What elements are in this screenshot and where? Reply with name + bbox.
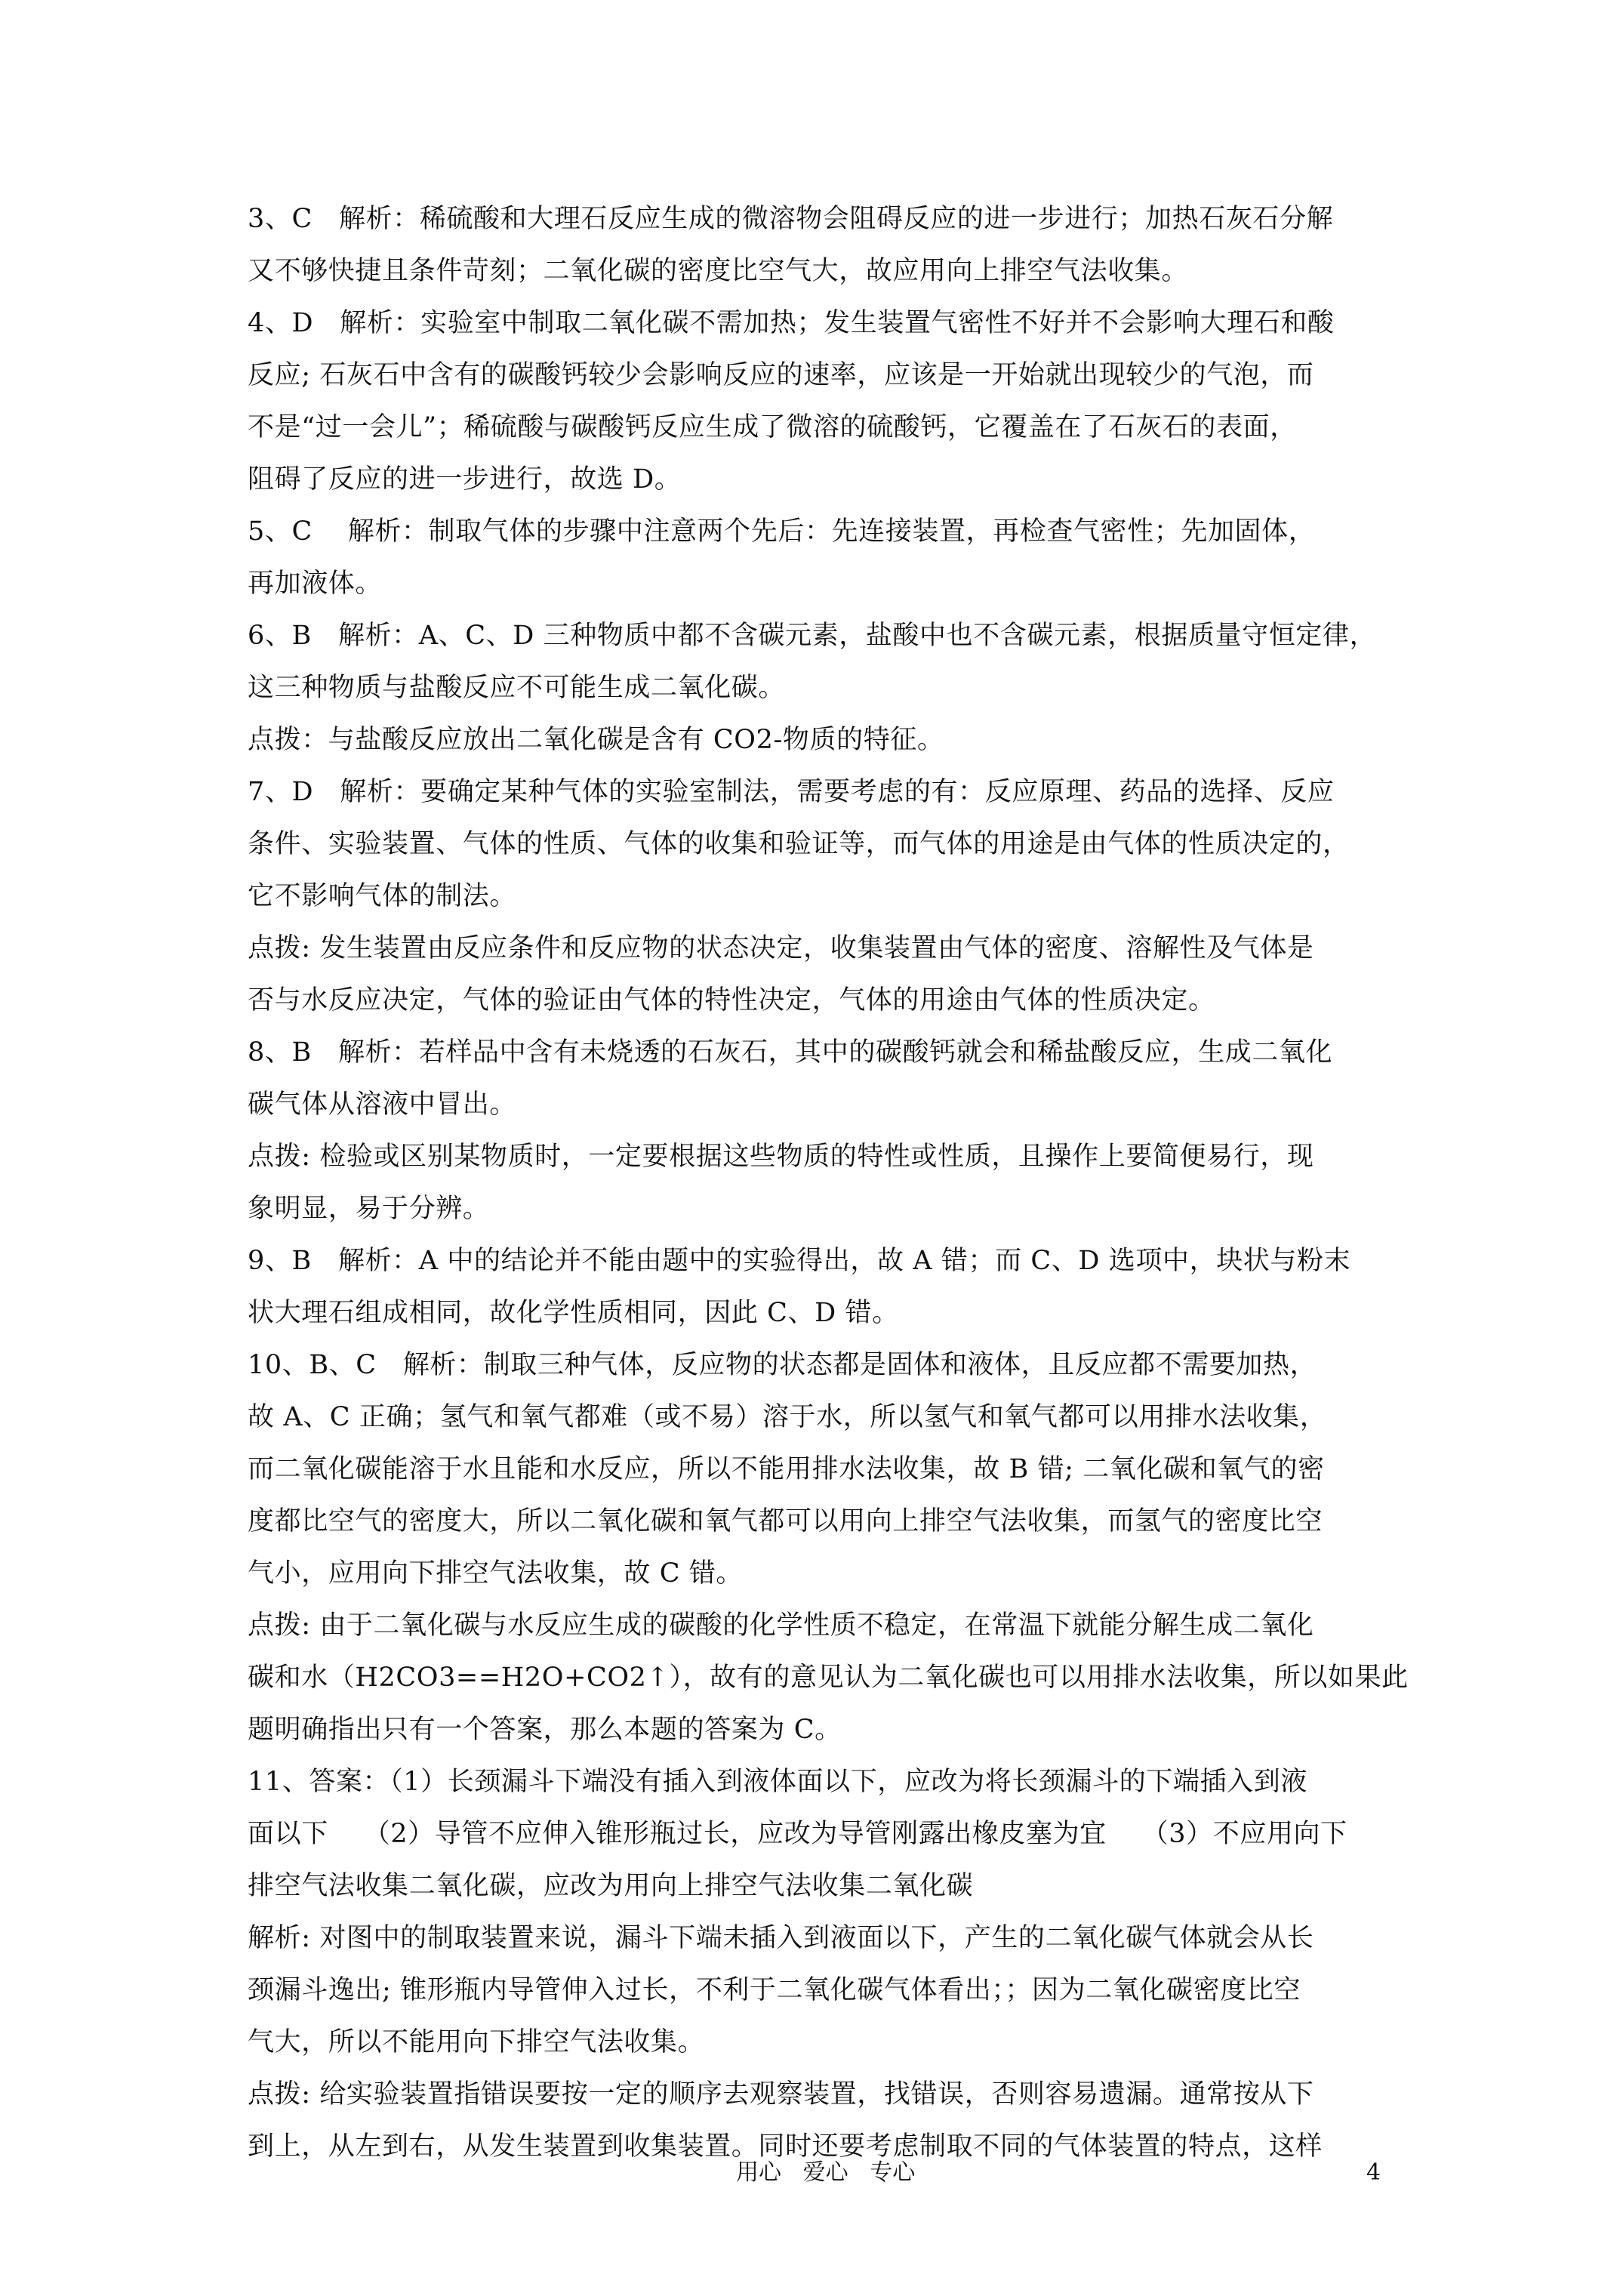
text-line: 11、答案：（1）长颈漏斗下端没有插入到液体面以下，应改为将长颈漏斗的下端插入到液 xyxy=(248,1767,1307,1797)
text-line: 点拨: 发生装置由反应条件和反应物的状态决定，收集装置由气体的密度、溶解性及气体是 xyxy=(248,933,1314,963)
text-line: 度都比空气的密度大，所以二氧化碳和氧气都可以用向上排空气法收集，而氢气的密度比空 xyxy=(248,1506,1323,1536)
text-line: 7、D 解析：要确定某种气体的实验室制法，需要考虑的有：反应原理、药品的选择、反应 xyxy=(248,777,1335,807)
text-line: 象明显，易于分辨。 xyxy=(248,1194,490,1224)
text-line: 条件、实验装置、气体的性质、气体的收集和验证等，而气体的用途是由气体的性质决定的， xyxy=(248,829,1350,859)
footer-text: 用心 爱心 专心 xyxy=(736,2159,916,2186)
text-line: 不是“过一会儿”；稀硫酸与碳酸钙反应生成了微溶的硫酸钙，它覆盖在了石灰石的表面， xyxy=(248,412,1297,442)
text-line: 气大，所以不能用向下排空气法收集。 xyxy=(248,2027,705,2057)
text-line: 碳气体从溶液中冒出。 xyxy=(248,1089,517,1120)
text-line: 点拨: 检验或区别某物质时，一定要根据这些物质的特性或性质，且操作上要简便易行，现 xyxy=(248,1142,1314,1172)
text-line: 5、C 解析：制取气体的步骤中注意两个先后：先连接装置，再检查气密性；先加固体， xyxy=(248,516,1316,547)
text-line: 它不影响气体的制法。 xyxy=(248,881,517,911)
text-line: 颈漏斗逸出; 锥形瓶内导管伸入过长，不利于二氧化碳气体看出；；因为二氧化碳密度比空 xyxy=(248,1975,1301,2005)
text-line: 6、B 解析：A、C、D 三种物质中都不含碳元素，盐酸中也不含碳元素，根据质量守恒定律， xyxy=(248,621,1377,651)
text-line: 而二氧化碳能溶于水且能和水反应，所以不能用排水法收集，故 B 错; 二氧化碳和氧气的密 xyxy=(248,1454,1325,1484)
text-line: 再加液体。 xyxy=(248,569,383,599)
text-line: 3、C 解析：稀硫酸和大理石反应生成的微溶物会阻碍反应的进一步进行；加热石灰石分解 xyxy=(248,204,1334,234)
text-line: 反应; 石灰石中含有的碳酸钙较少会影响反应的速率，应该是一开始就出现较少的气泡，而 xyxy=(248,360,1314,390)
text-line: 气小，应用向下排空气法收集，故 C 错。 xyxy=(248,1558,744,1589)
text-line: 又不够快捷且条件苛刻；二氧化碳的密度比空气大，故应用向上排空气法收集。 xyxy=(248,256,1189,286)
text-line: 状大理石组成相同，故化学性质相同，因此 C、D 错。 xyxy=(248,1298,899,1328)
text-line: 题明确指出只有一个答案，那么本题的答案为 C。 xyxy=(248,1715,842,1745)
text-line: 10、B、C 解析：制取三种气体，反应物的状态都是固体和液体，且反应都不需要加热， xyxy=(248,1350,1317,1380)
text-line: 碳和水（H2CO3==H2O+CO2↑），故有的意见认为二氧化碳也可以用排水法收集，所以如果此 xyxy=(248,1663,1409,1693)
text-line: 4、D 解析：实验室中制取二氧化碳不需加热；发生装置气密性不好并不会影响大理石和酸 xyxy=(248,308,1335,338)
text-line: 9、B 解析：A 中的结论并不能由题中的实验得出，故 A 错；而 C、D 选项中，块状与粉末 xyxy=(248,1246,1351,1276)
text-line: 点拨: 由于二氧化碳与水反应生成的碳酸的化学性质不稳定，在常温下就能分解生成二氧化 xyxy=(248,1610,1314,1641)
page-number: 4 xyxy=(1366,2159,1381,2186)
text-line: 这三种物质与盐酸反应不可能生成二氧化碳。 xyxy=(248,673,786,703)
text-line: 8、B 解析：若样品中含有未烧透的石灰石，其中的碳酸钙就会和稀盐酸反应，生成二氧化 xyxy=(248,1037,1333,1068)
text-line: 阻碍了反应的进一步进行，故选 D。 xyxy=(248,464,682,495)
text-line: 故 A、C 正确；氢气和氧气都难（或不易）溶于水，所以氢气和氧气都可以用排水法收集， xyxy=(248,1402,1327,1432)
text-line: 解析: 对图中的制取装置来说，漏斗下端未插入到液面以下，产生的二氧化碳气体就会从长 xyxy=(248,1923,1314,1953)
text-line: 到上，从左到右，从发生装置到收集装置。同时还要考虑制取不同的气体装置的特点，这样 xyxy=(248,2131,1323,2162)
page-footer xyxy=(0,2158,1623,2188)
document-body xyxy=(248,204,1409,2184)
text-line: 排空气法收集二氧化碳，应改为用向上排空气法收集二氧化碳 xyxy=(248,1871,974,1901)
text-line: 面以下 （2）导管不应伸入锥形瓶过长，应改为导管刚露出橡皮塞为宜 （3）不应用向下 xyxy=(248,1819,1347,1849)
text-line: 否与水反应决定，气体的验证由气体的特性决定，气体的用途由气体的性质决定。 xyxy=(248,985,1215,1015)
text-line: 点拨：与盐酸反应放出二氧化碳是含有 CO2-物质的特征。 xyxy=(248,725,944,755)
text-line: 点拨: 给实验装置指错误要按一定的顺序去观察装置，找错误，否则容易遗漏。通常按从下 xyxy=(248,2079,1314,2110)
